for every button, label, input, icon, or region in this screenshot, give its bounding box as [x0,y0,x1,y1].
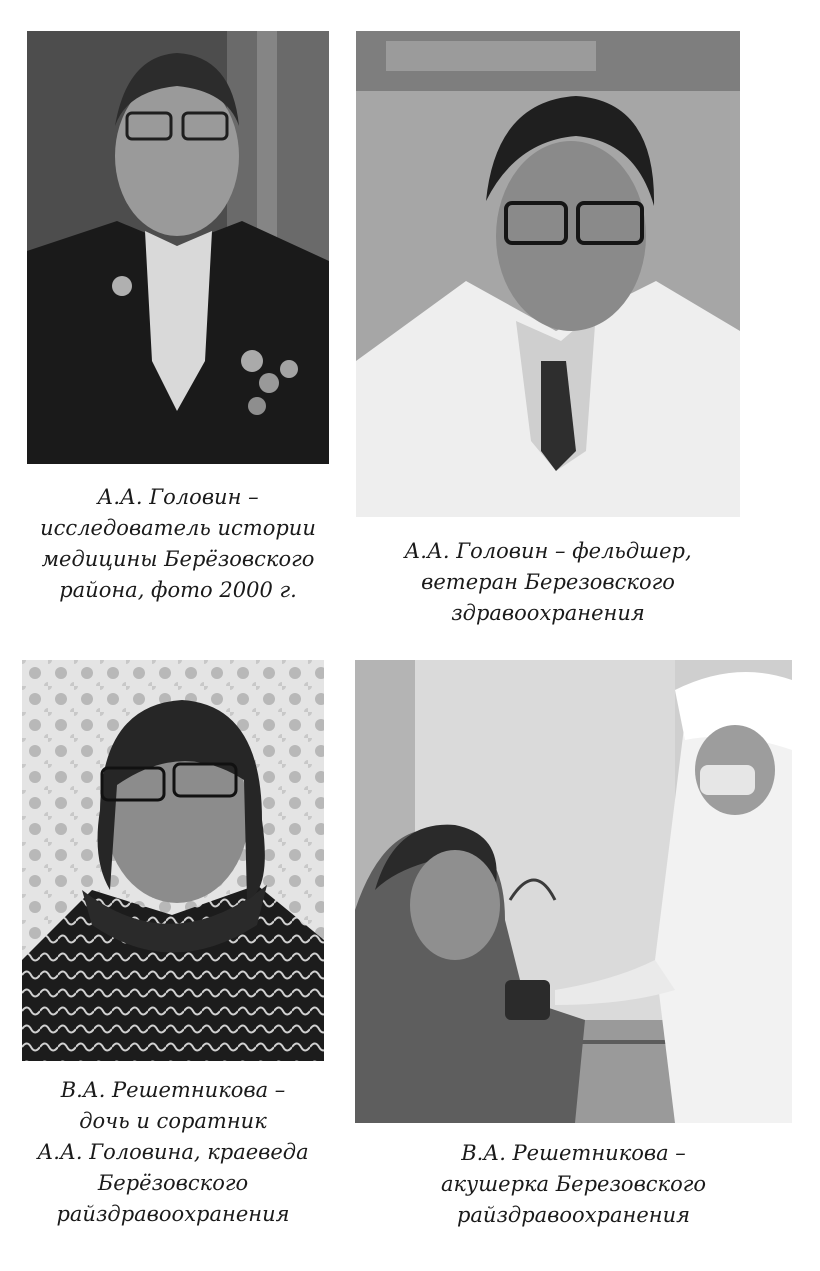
caption-photo-3 [22,1075,324,1230]
caption-line: В.А. Решетникова – [461,1141,686,1165]
caption-line: ветеран Березовского [421,570,675,594]
caption-line: В.А. Решетникова – [60,1078,286,1102]
caption-line: района, фото 2000 г. [59,578,297,602]
caption-photo-1 [27,482,329,606]
caption-line: здравоохранения [451,601,645,625]
caption-photo-2 [356,536,740,629]
caption-line: райздравоохранения [456,1203,691,1227]
caption-line: А.А. Головина, краеведа [37,1140,309,1164]
photo-reshetnikova-midwife [355,660,792,1123]
photo-golovin-feldsher [356,31,740,517]
caption-line: райздравоохранения [56,1202,290,1226]
caption-line: Берёзовского [97,1171,249,1195]
photo-reshetnikova-portrait [22,660,324,1061]
caption-line: медицины Берёзовского [41,547,315,571]
caption-line: исследователь истории [40,516,316,540]
caption-line: дочь и соратник [79,1109,267,1133]
caption-line: акушерка Березовского [441,1172,706,1196]
caption-photo-4 [355,1138,792,1231]
caption-line: А.А. Головин – [97,485,259,509]
photo-golovin-2000 [27,31,329,464]
caption-line: А.А. Головин – фельдшер, [404,539,692,563]
